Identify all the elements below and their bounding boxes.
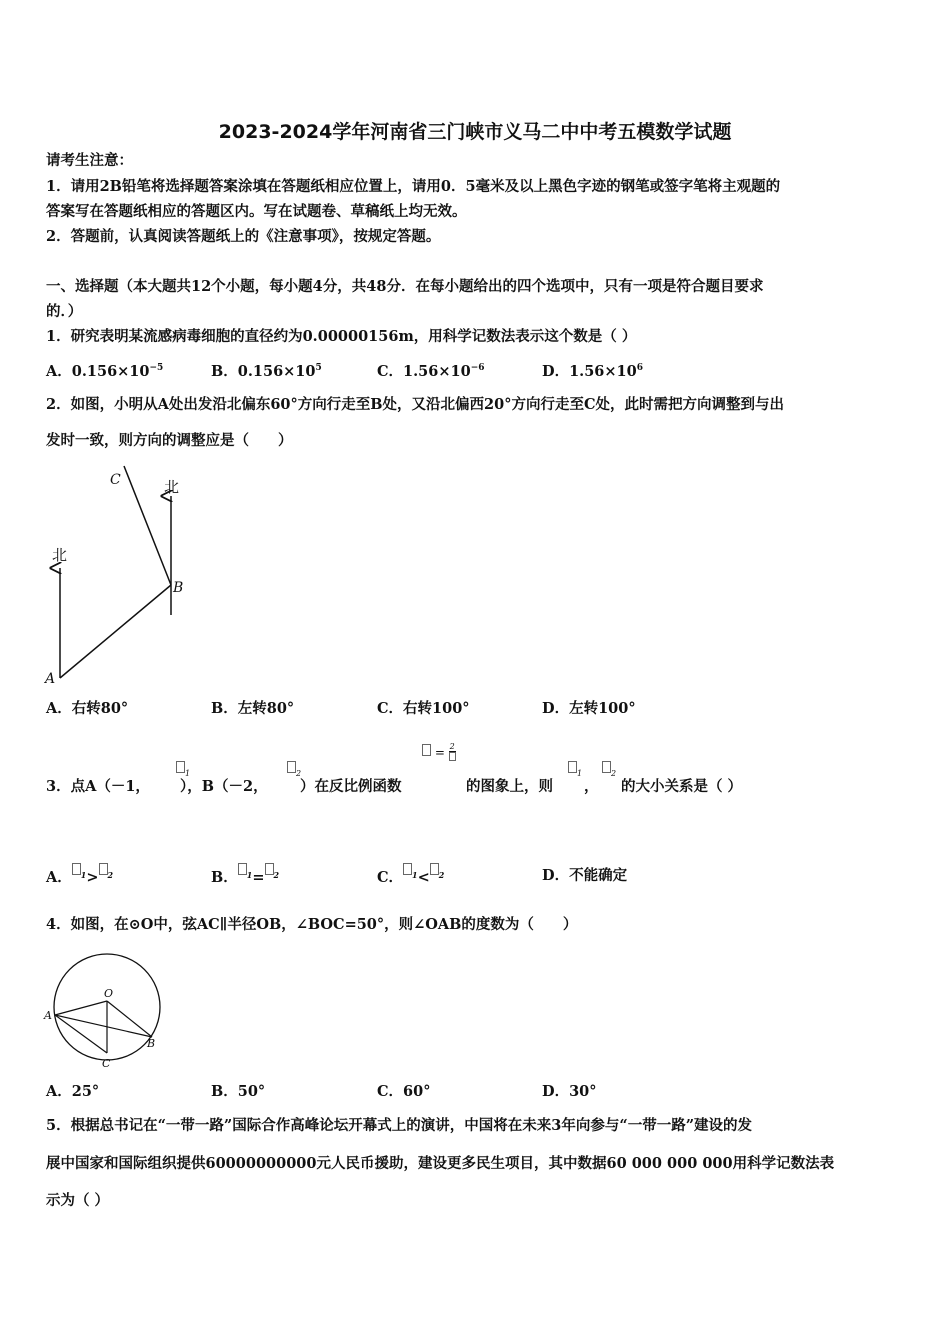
notice-heading: 请考生注意： — [46, 152, 133, 169]
page-title: 2023-2024学年河南省三门峡市义马二中中考五模数学试题 — [218, 121, 732, 143]
q4-option-d[interactable]: D．30° — [542, 1083, 597, 1100]
notice-line-2: 答案写在答题纸相应的答题区内。写在试题卷、草稿纸上均无效。 — [46, 203, 467, 220]
q4-option-c[interactable]: C．60° — [377, 1083, 431, 1100]
q5-stem-line-1: 5．根据总书记在“一带一路”国际合作高峰论坛开幕式上的演讲，中国将在未来3年向参与“一带一路”建设的发 — [46, 1117, 753, 1134]
q4-stem: 4．如图，在⊙O中，弦AC∥半径OB，∠BOC=50°，则∠OAB的度数为（ ） — [46, 916, 578, 933]
section-heading: 一、选择题（本大题共12个小题，每小题4分，共48分．在每小题给出的四个选项中，只有一项是符合题目要求 — [46, 278, 764, 295]
q3-y2-glyph-b: 2 — [602, 761, 616, 778]
label-c: C — [110, 472, 121, 488]
q3-y1-glyph: 1 — [176, 761, 190, 778]
segment-ab — [60, 585, 171, 678]
q3-formula: = 2 — [422, 742, 456, 764]
notice-line-3: 2．答题前，认真阅读答题纸上的《注意事项》，按规定答题。 — [46, 228, 441, 245]
label-north-a: 北 — [52, 546, 68, 564]
q2-figure — [40, 460, 200, 690]
q2-option-c[interactable]: C．右转100° — [377, 700, 470, 717]
q1-option-b[interactable]: B．$0.156\times 10^5$ — [211, 363, 322, 380]
q1-option-c[interactable]: C．$1.56\times 10^{-6}$ — [377, 363, 485, 380]
section-heading-cont: 的．） — [46, 303, 83, 320]
q3-option-d[interactable]: D．不能确定 — [542, 867, 628, 884]
q2-stem-line-1: 2．如图，小明从A处出发沿北偏东60°方向行走至B处，又沿北偏西20°方向行走至C处，此时需把方向调整到与出 — [46, 396, 784, 413]
q3-y1-glyph-b: 1 — [568, 761, 582, 778]
segment-oa — [55, 1001, 107, 1015]
q1-option-a[interactable]: A．$0.156\times 10^{-5}$ — [46, 363, 164, 380]
notice-line-1: 1．请用2B铅笔将选择题答案涂填在答题纸相应位置上，请用0．5毫米及以上黑色字迹的钢笔或签字笔将主观题的 — [46, 178, 781, 195]
label-b: B — [147, 1037, 156, 1050]
q1-stem: 1．研究表明某流感病毒细胞的直径约为0.00000156m，用科学记数法表示这个数是（ ） — [46, 328, 637, 345]
q4-figure — [40, 944, 170, 1074]
q3-stem-part-4: 的图象上，则 — [466, 778, 553, 795]
label-b: B — [173, 580, 184, 596]
label-o: O — [104, 987, 114, 1000]
q3-option-a[interactable]: A． $_1$> $_2$ — [46, 869, 113, 886]
q4-option-b[interactable]: B．50° — [211, 1083, 266, 1100]
q2-stem-line-2: 发时一致，则方向的调整应是（ ） — [46, 432, 293, 449]
label-north-b: 北 — [164, 478, 180, 496]
q4-option-a[interactable]: A．25° — [46, 1083, 100, 1100]
q3-stem-part-3: ）在反比例函数 — [300, 778, 402, 795]
label-a: A — [45, 671, 56, 687]
q3-stem-part-1: 3．点A（－1， — [46, 778, 150, 795]
q3-stem-part-5: ， — [584, 778, 599, 795]
label-c: C — [102, 1057, 111, 1070]
q2-option-b[interactable]: B．左转80° — [211, 700, 295, 717]
q3-stem-part-6: 的大小关系是（ ） — [621, 778, 743, 795]
q1-option-d[interactable]: D．$1.56\times 10^6$ — [542, 363, 643, 380]
q2-option-a[interactable]: A．右转80° — [46, 700, 129, 717]
label-a: A — [44, 1009, 52, 1022]
q5-stem-line-3: 示为（ ） — [46, 1192, 110, 1209]
q5-stem-line-2: 展中国家和国际组织提供60000000000元人民币援助，建设更多民生项目，其中数据60 000 000 000用科学记数法表 — [46, 1155, 835, 1172]
q3-option-b[interactable]: B． $_1$= $_2$ — [211, 869, 279, 886]
q3-option-c[interactable]: C． $_1$< $_2$ — [377, 869, 444, 886]
q2-option-d[interactable]: D．左转100° — [542, 700, 636, 717]
q3-stem-part-2: ），B（－2， — [180, 778, 268, 795]
q3-y2-glyph: 2 — [287, 761, 301, 778]
